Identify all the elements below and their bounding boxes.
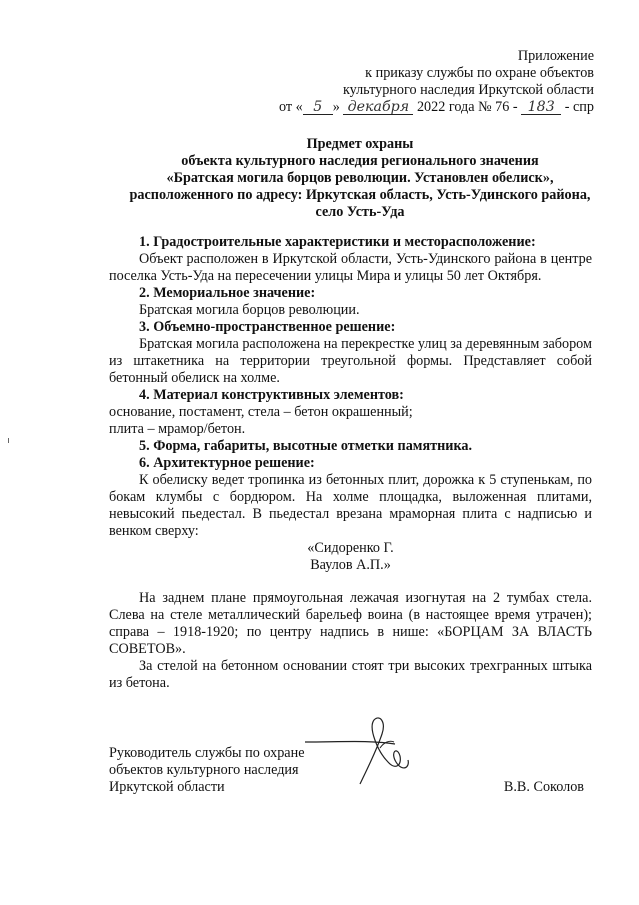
title-line-4: расположенного по адресу: Иркутская область, Усть-Удинского района, [129,187,591,203]
date-day-field [303,100,333,115]
section-1-text: Объект расположен в Иркутской области, Усть-Удинского района в центре поселка Усть-Уда на пересечении улицы Мира и улицы 50 лет Октября. [109,251,592,284]
section-2-text: Братская могила борцов революции. [139,302,360,318]
section-6-text-3: За стелой на бетонном основании стоят три высоких трехгранных штыка из бетона. [109,658,592,691]
section-5-heading: 5. Форма, габариты, высотные отметки памятника. [139,438,473,454]
order-number-handwritten: 183 [527,99,555,115]
title-line-1: Предмет охраны [306,136,414,152]
appendix-authority: культурного наследия Иркутской области [342,82,594,98]
position-line-3: Иркутской области [109,779,225,795]
appendix-title: Приложение [517,48,594,64]
plaque-quote-line-1: «Сидоренко Г. [307,540,394,556]
date-day-handwritten: 5 [313,99,323,115]
section-6-text-1: К обелиску ведет тропинка из бетонных плит, дорожка к 5 ступенькам, по бокам клумбы с бордюром. На холме площадка, выложенная плитами, невысокий пьедестал. В пьедестал врезана мраморная плита с надписью и венком сверху: [109,472,592,539]
appendix-order-ref: к приказу службы по охране объектов [365,65,594,81]
date-month-field [343,100,413,115]
section-3-heading: 3. Объемно-пространственное решение: [139,319,396,335]
section-6-heading: 6. Архитектурное решение: [139,455,315,471]
section-4-heading: 4. Материал конструктивных элементов: [139,387,404,403]
handwritten-signature [300,712,430,787]
signatory-name: В.В. Соколов [503,779,584,795]
section-3-text: Братская могила расположена на перекрестке улиц за деревянным забором из штакетника на территории треугольной формы. Представляет собой бетонный обелиск на холме. [109,336,592,386]
title-line-3: «Братская могила борцов революции. Установлен обелиск», [166,170,554,186]
spacer [109,574,592,590]
order-suffix: - спр [564,99,594,115]
section-4-line-2: плита – мрамор/бетон. [109,421,246,437]
position-line-1: Руководитель службы по охране [109,745,305,761]
order-number-field [521,100,561,115]
plaque-quote-line-2: Ваулов А.П.» [310,557,391,573]
section-1-heading: 1. Градостроительные характеристики и месторасположение: [139,234,536,250]
date-month-handwritten: декабря [347,99,410,115]
date-quote-close: » [332,99,340,115]
section-2-heading: 2. Мемориальное значение: [139,285,316,301]
date-year-number: 2022 года № 76 - [416,99,518,115]
document-body [109,234,592,692]
title-line-2: объекта культурного наследия регионального значения [181,153,539,169]
appendix-header [279,48,594,116]
position-line-2: объектов культурного наследия [109,762,299,778]
section-4-line-1: основание, постамент, стела – бетон окрашенный; [109,404,413,420]
title-line-5: село Усть-Уда [315,204,405,220]
appendix-date-line [279,99,594,116]
document-title [100,136,620,221]
section-6-text-2: На заднем плане прямоугольная лежачая изогнутая на 2 тумбах стела. Слева на стеле металлический барельеф воина (в настоящее время утрачен); справа – 1918-1920; по центру надпись в нише: «БОРЦАМ ЗА ВЛАСТЬ СОВЕТОВ». [109,590,592,657]
date-prefix: от « [279,99,303,115]
margin-mark [8,438,9,443]
